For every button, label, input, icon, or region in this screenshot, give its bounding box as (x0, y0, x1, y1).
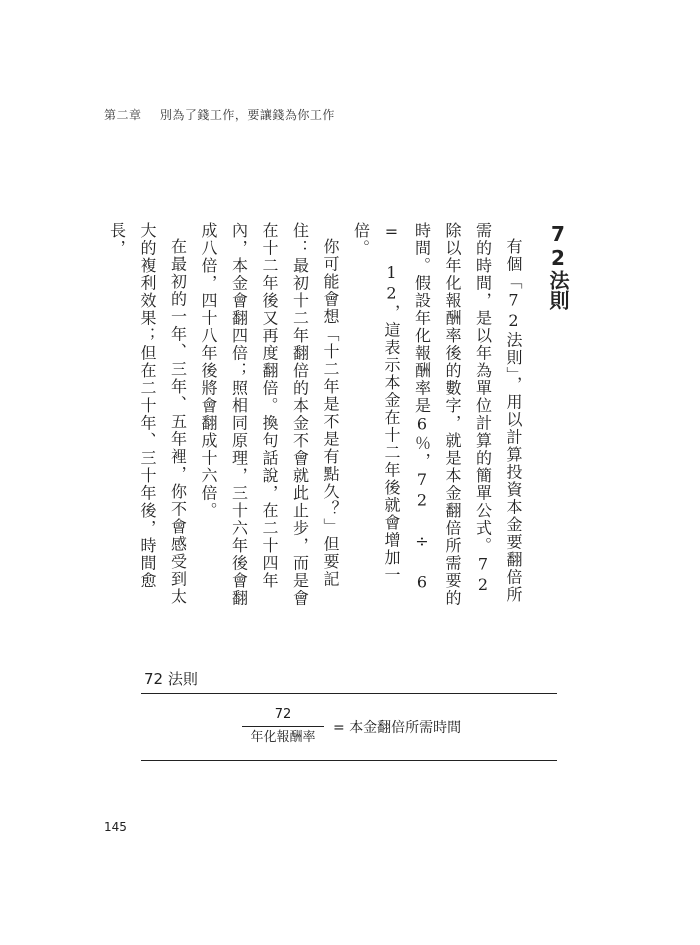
formula-result: 本金翻倍所需時間 (349, 720, 462, 736)
formula-top-rule (141, 693, 557, 694)
formula-bottom-rule (141, 760, 557, 761)
fraction-bar (242, 726, 324, 727)
formula-fraction (242, 706, 324, 747)
formula-result-line (333, 717, 461, 737)
chapter-title: 別為了錢工作，要讓錢為你工作 (159, 108, 335, 122)
paragraph-1: 有個「72法則」，用以計算投資本金要翻倍所需的時間，是以年為單位計算的簡單公式。72除以年化報酬率後的數字，就是本金翻倍所需要的時間。假設年化報酬率是6％，72 ÷ 6 = 12，這表示本金在十二年後就會增加一倍。 (351, 222, 523, 607)
formula-numerator: 72 (274, 707, 292, 722)
section-heading: 72法則 (546, 222, 570, 310)
vertical-body-text (107, 222, 578, 608)
equals-sign: = (333, 720, 345, 736)
paragraph-3: 在最初的一年、三年、五年裡，你不會感受到太大的複利效果；但在二十年、三十年後，時間愈長， (107, 222, 188, 606)
formula-denominator: 年化報酬率 (250, 730, 316, 745)
formula-title: 72 法則 (144, 670, 198, 688)
page-number: 145 (104, 820, 127, 834)
chapter-label: 第二章 (104, 108, 142, 122)
running-header (104, 106, 335, 123)
paragraph-2: 你可能會想「十二年是不是有點久？」但要記住：最初十二年翻倍的本金不會就此止步，而是會在十二年後又再度翻倍。換句話說，在二十四年內，本金會翻四倍；照相同原理，三十六年後會翻成八倍，四十八年後將會翻成十六倍。 (199, 222, 340, 607)
